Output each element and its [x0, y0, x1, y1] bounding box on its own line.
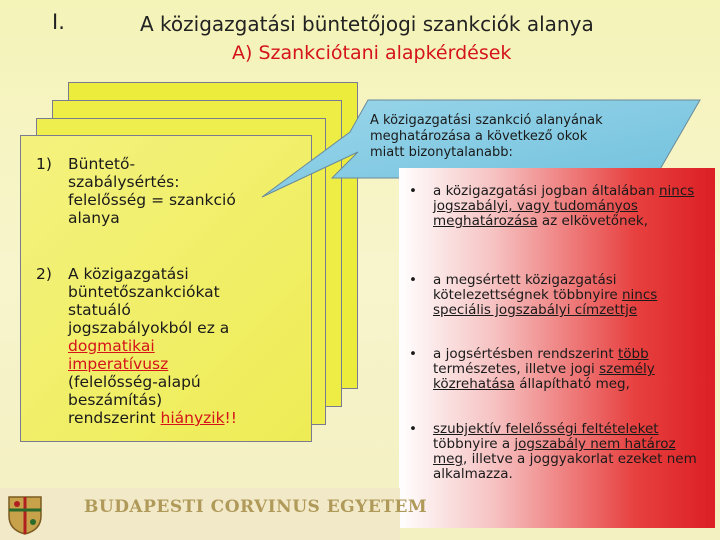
exclamation: !! — [224, 409, 237, 427]
item-line: beszámítás) — [68, 391, 163, 409]
text-part: , illetve a joggyakorlat ezeket nem alkalmazza. — [433, 451, 697, 482]
underlined-text: személy közrehatása — [433, 361, 655, 392]
callout-line: meghatározása a következő okok — [370, 129, 588, 144]
bullet-text — [433, 347, 703, 392]
bullet-text — [433, 273, 703, 318]
item-number: 2) — [36, 265, 52, 283]
highlighted-term: hiányzik — [160, 409, 225, 427]
underlined-text: nincs jogszabályi, vagy tudományos meghatározása — [433, 183, 695, 229]
text-part: a megsértett közigazgatási kötelezettségnek többnyire — [433, 272, 622, 303]
callout-line: A közigazgatási szankció alanyának — [370, 113, 603, 128]
text-part: természetes, illetve jogi — [433, 361, 600, 377]
text-part: a közigazgatási jogban általában — [433, 183, 659, 199]
item-line-part: rendszerint — [68, 409, 161, 427]
bullet-dot: • — [409, 346, 417, 362]
bullet-text — [433, 184, 703, 229]
item-line: Büntető- — [68, 155, 136, 173]
text-part: a jogsértésben rendszerint — [433, 346, 618, 362]
underlined-text: nincs speciális jogszabályi címzettje — [433, 287, 658, 318]
slide-subtitle: A) Szankciótani alapkérdések — [232, 42, 512, 64]
bullet-dot: • — [409, 183, 417, 199]
item-line: jogszabályokból ez a — [68, 319, 230, 337]
item-line: szabálysértés: — [68, 173, 180, 191]
underlined-text: több — [617, 346, 649, 362]
highlighted-term: dogmatikai — [68, 337, 155, 355]
section-number: I. — [52, 10, 65, 34]
text-part: állapítható meg, — [514, 376, 630, 392]
item-line: statuáló — [68, 301, 131, 319]
bullet-text — [433, 422, 703, 482]
highlighted-term: imperatívusz — [68, 355, 169, 373]
bullet-dot: • — [409, 272, 417, 288]
slide-title: A közigazgatási büntetőjogi szankciók alanya — [140, 12, 594, 36]
underlined-text: szubjektív felelősségi feltételeket — [433, 421, 659, 437]
university-name: BUDAPESTI CORVINUS EGYETEM — [84, 497, 428, 517]
item-line: felelősség = szankció — [68, 191, 236, 209]
item-line: büntetőszankciókat — [68, 283, 220, 301]
underlined-text: jogszabály nem határoz meg — [433, 436, 676, 467]
bullet-dot: • — [409, 421, 417, 437]
text-part: többnyire a — [433, 436, 515, 452]
item-number: 1) — [36, 155, 52, 173]
text-part: az elkövetőnek, — [537, 213, 649, 229]
item-line: (felelősség-alapú — [68, 373, 201, 391]
item-line: alanya — [68, 209, 120, 227]
callout-line: miatt bizonytalanabb: — [370, 145, 513, 160]
university-crest-icon — [6, 494, 44, 536]
item-line: A közigazgatási — [68, 265, 189, 283]
callout-text — [370, 113, 640, 161]
